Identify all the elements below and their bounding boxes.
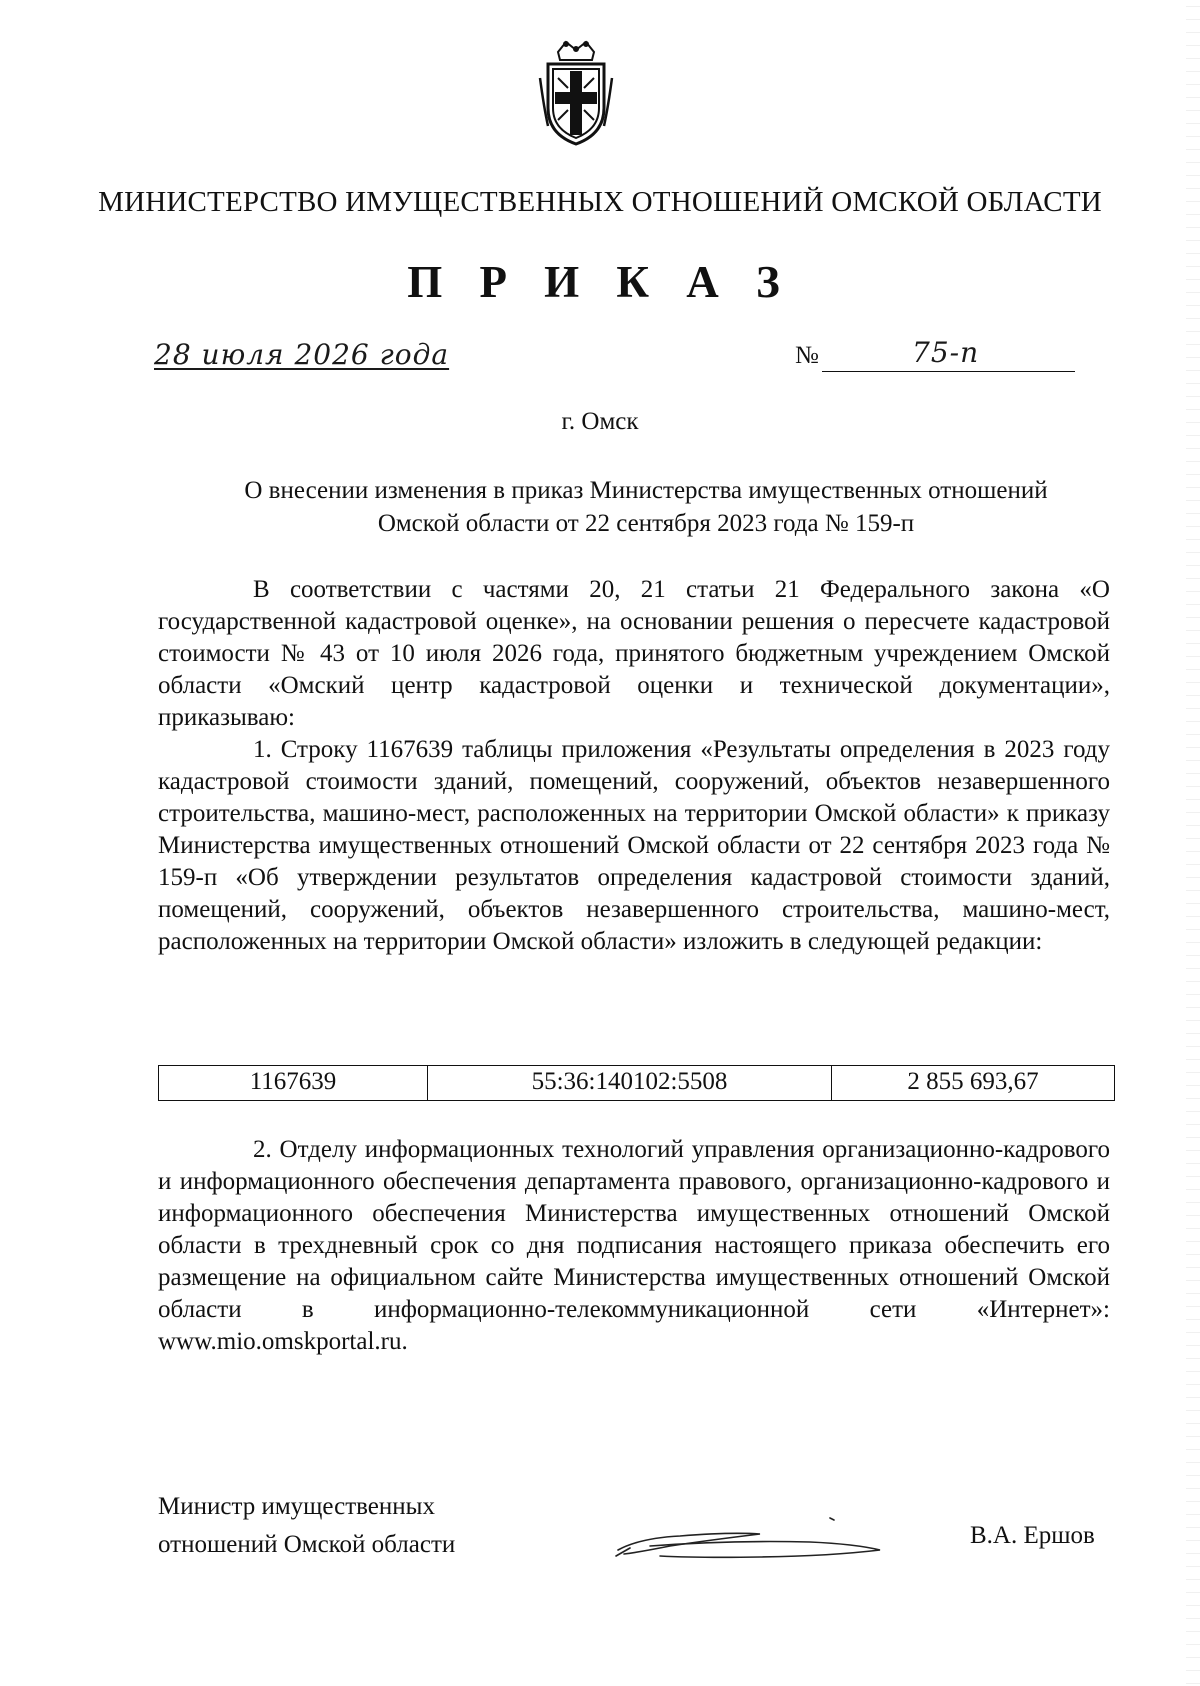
handwritten-date: 28 июля 2026 года <box>154 338 450 371</box>
subject-line: Омской области от 22 сентября 2023 года № 159-п <box>377 510 915 537</box>
table-cell-cadastral-number: 55:36:140102:5508 <box>428 1066 832 1100</box>
document-title: П Р И К А З <box>407 257 793 307</box>
number-label: № <box>795 342 819 369</box>
order-subject <box>196 474 1096 540</box>
item-2-paragraph: 2. Отделу информационных технологий управления организационно-кадрового и информационного обеспечения департамента правового, организационно-кадрового и информационного обеспечения Министерства имущественных отношений Омской области в трехдневный срок со дня подписания настоящего приказа обеспечить его размещение на официальном сайте Министерства имущественных отношений Омской области в информационно-телекоммуникационной сети «Интернет»: www.mio.omskportal.ru. <box>158 1136 1110 1355</box>
handwritten-number: 75-п <box>912 336 980 369</box>
number-underline <box>822 371 1075 372</box>
ministry-name: МИНИСТЕРСТВО ИМУЩЕСТВЕННЫХ ОТНОШЕНИЙ ОМСКОЙ ОБЛАСТИ <box>98 186 1102 218</box>
position-line: отношений Омской области <box>158 1531 456 1558</box>
table-cell-row-number: 1167639 <box>159 1066 428 1100</box>
preamble-paragraph: В соответствии с частями 20, 21 статьи 21 Федерального закона «О государственной кадастровой оценке», на основании решения о пересчете кадастровой стоимости № 43 от 10 июля 2026 года, принятого бюджетным учреждением Омской области «Омский центр кадастровой оценки и технической документации», приказываю: <box>158 576 1110 731</box>
order-body-part2 <box>158 1134 1110 1358</box>
omsk-coat-of-arms-icon <box>536 38 616 148</box>
subject-line: О внесении изменения в приказ Министерства имущественных отношений <box>244 477 1048 504</box>
city: г. Омск <box>561 408 639 435</box>
signatory-position <box>158 1488 455 1564</box>
cadastral-value-table <box>158 1065 1115 1101</box>
item-1-paragraph: 1. Строку 1167639 таблицы приложения «Результаты определения в 2023 году кадастровой стоимости зданий, помещений, сооружений, объектов незавершенного строительства, машино-мест, расположенных на территории Омской области» к приказу Министерства имущественных отношений Омской области от 22 сентября 2023 года № 159-п «Об утверждении результатов определения кадастровой стоимости зданий, помещений, сооружений, объектов незавершенного строительства, машино-мест, расположенных на территории Омской области» изложить в следующей редакции: <box>158 736 1110 955</box>
handwritten-signature-icon <box>610 1510 900 1570</box>
scan-edge <box>1186 0 1200 1686</box>
signatory-name: В.А. Ершов <box>970 1522 1095 1549</box>
order-body-part1 <box>158 574 1110 958</box>
position-line: Министр имущественных <box>158 1493 435 1520</box>
table-cell-cadastral-value: 2 855 693,67 <box>907 1068 1039 1095</box>
